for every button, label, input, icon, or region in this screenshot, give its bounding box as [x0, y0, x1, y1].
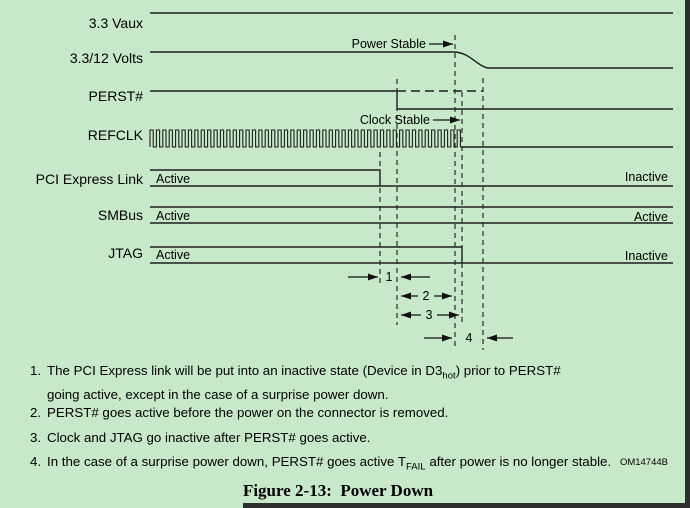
wave-3v3-12v — [150, 52, 673, 68]
interval-1: 1 — [385, 270, 393, 284]
interval-3: 3 — [425, 308, 433, 322]
event-guide-lines — [380, 35, 483, 350]
pcie-active-label: Active — [156, 172, 191, 186]
page-edge-shadow-right — [685, 0, 690, 508]
jtag-inactive-label: Inactive — [624, 249, 668, 263]
notes-list — [30, 362, 675, 477]
power-stable-label: Power Stable — [351, 37, 426, 51]
annotations — [352, 37, 430, 127]
note-3 — [30, 429, 675, 453]
interval-2: 2 — [422, 289, 430, 303]
note-1-subscript: hot — [442, 370, 456, 382]
smbus-active-right-label: Active — [633, 210, 668, 224]
figure-caption: Figure 2-13: Power Down — [242, 481, 434, 500]
interval-4: 4 — [465, 331, 473, 345]
note-1 — [30, 362, 675, 404]
reference-code: OM14744B — [619, 457, 668, 468]
wave-jtag-top — [150, 247, 462, 263]
note-4 — [30, 453, 675, 477]
note-3-text: Clock and JTAG go inactive after PERST# goes active. — [47, 429, 371, 445]
label-jtag: JTAG — [108, 245, 143, 261]
pcie-inactive-label: Inactive — [624, 170, 668, 184]
clock-stable-label: Clock Stable — [359, 113, 430, 127]
jtag-active-label: Active — [156, 248, 191, 262]
label-smbus: SMBus — [97, 207, 143, 223]
label-3v3vaux: 3.3 Vaux — [88, 15, 143, 31]
arrows — [348, 44, 513, 338]
state-labels — [156, 170, 668, 263]
page-edge-shadow-bottom — [243, 503, 690, 508]
wave-refclk — [150, 130, 462, 147]
note-4-text-post: after power is no longer stable. — [425, 453, 612, 469]
note-1-text-post: ) prior to PERST# — [455, 363, 561, 378]
label-3v3-12v: 3.3/12 Volts — [69, 50, 143, 66]
note-2-text: PERST# goes active before the power on the connector is removed. — [47, 405, 449, 421]
note-4-number: 4. — [30, 453, 42, 469]
note-3-number: 3. — [30, 429, 42, 445]
signal-labels — [36, 15, 144, 261]
note-4-subscript: FAIL — [405, 461, 426, 473]
note-2 — [30, 404, 675, 428]
smbus-active-left-label: Active — [156, 209, 191, 223]
wave-perst — [150, 91, 673, 109]
label-pcie: PCI Express Link — [35, 171, 143, 187]
note-1-line2: going active, except in the case of a surprise power down. — [47, 387, 389, 403]
note-2-number: 2. — [30, 405, 42, 421]
label-perst: PERST# — [88, 88, 143, 104]
interval-markers — [386, 270, 473, 345]
label-refclk: REFCLK — [87, 127, 143, 143]
note-4-text: In the case of a surprise power down, PERST# goes active T — [47, 453, 406, 469]
note-1-text: The PCI Express link will be put into an inactive state (Device in D3 — [47, 363, 443, 378]
note-1-number: 1. — [30, 363, 42, 378]
